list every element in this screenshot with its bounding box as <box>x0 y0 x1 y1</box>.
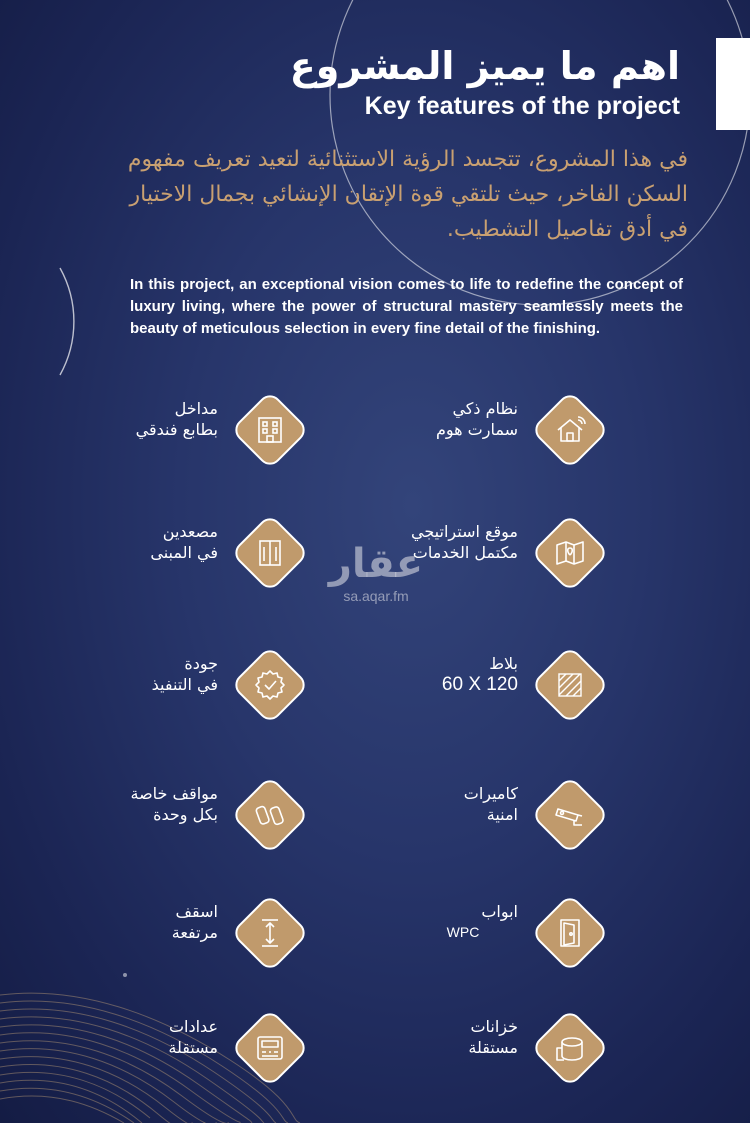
feature-private-parking <box>0 775 310 855</box>
watermark-url: sa.aqar.fm <box>343 588 409 604</box>
feature-subtitle: امنية <box>486 805 518 824</box>
feature-high-ceilings <box>0 893 310 973</box>
feature-title: بلاط <box>489 654 518 673</box>
feature-elevators <box>0 513 310 593</box>
feature-subtitle: مكتمل الخدمات <box>412 543 518 562</box>
feature-subtitle: بطابع فندقي <box>135 420 218 439</box>
page-title-arabic: اهم ما يميز المشروع <box>289 44 680 88</box>
feature-subtitle: في التنفيذ <box>151 675 218 694</box>
watermark <box>316 540 436 604</box>
elevator-icon <box>230 513 310 593</box>
page-title-english: Key features of the project <box>364 92 680 120</box>
feature-subtitle: سمارت هوم <box>435 420 518 439</box>
feature-quality <box>0 645 310 725</box>
feature-title: مداخل <box>174 399 218 418</box>
feature-subtitle: WPC <box>446 924 480 940</box>
feature-subtitle: مرتفعة <box>171 923 218 942</box>
feature-separate-meters <box>0 1008 310 1088</box>
feature-title: اسقف <box>175 902 218 921</box>
feature-title: جودة <box>184 654 218 673</box>
feature-title: ابواب <box>481 902 518 921</box>
feature-subtitle: 60 X 120 <box>441 674 518 695</box>
intro-paragraph-arabic: في هذا المشروع، تتجسد الرؤية الاستثنائية لتعيد تعريف مفهوم السكن الفاخر، حيث تلتقي قوة الإتقان الإنشائي بجمال الاختيار في أدق تفاصيل التشطيب. <box>127 147 688 242</box>
feature-title: كاميرات <box>463 784 518 803</box>
feature-title: مصعدين <box>162 522 218 541</box>
intro-paragraph-english: In this project, an exceptional vision comes to life to redefine the concept of luxury living, where the power of structural mastery seamlessly meets the beauty of meticulous selection in every fine detail of the finishing. <box>130 276 683 337</box>
feature-title: موقع استراتيجي <box>411 522 518 541</box>
feature-title: عدادات <box>168 1017 218 1036</box>
feature-title: مواقف خاصة <box>130 784 218 803</box>
floor-tiles-icon <box>530 645 610 725</box>
smart-home-icon <box>530 390 610 470</box>
feature-smart-home <box>300 390 610 470</box>
meter-icon <box>230 1008 310 1088</box>
feature-hotel-entrances <box>0 390 310 470</box>
door-icon <box>530 893 610 973</box>
parking-cars-icon <box>230 775 310 855</box>
quality-badge-icon <box>230 645 310 725</box>
feature-subtitle: مستقلة <box>168 1038 218 1057</box>
corner-accent-block <box>716 38 750 130</box>
map-location-icon <box>530 513 610 593</box>
hotel-building-icon <box>230 390 310 470</box>
feature-subtitle: بكل وحدة <box>153 805 218 824</box>
feature-title: خزانات <box>470 1017 518 1036</box>
feature-title: نظام ذكي <box>452 399 518 418</box>
security-camera-icon <box>530 775 610 855</box>
feature-security-cameras <box>300 775 610 855</box>
feature-floor-tiles <box>300 645 610 725</box>
feature-subtitle: مستقلة <box>468 1038 518 1057</box>
feature-water-tanks <box>300 1008 610 1088</box>
water-tank-icon <box>530 1008 610 1088</box>
ceiling-height-icon <box>230 893 310 973</box>
feature-subtitle: في المبنى <box>150 543 218 562</box>
watermark-logo: عقار <box>328 541 424 587</box>
feature-wpc-doors <box>300 893 610 973</box>
